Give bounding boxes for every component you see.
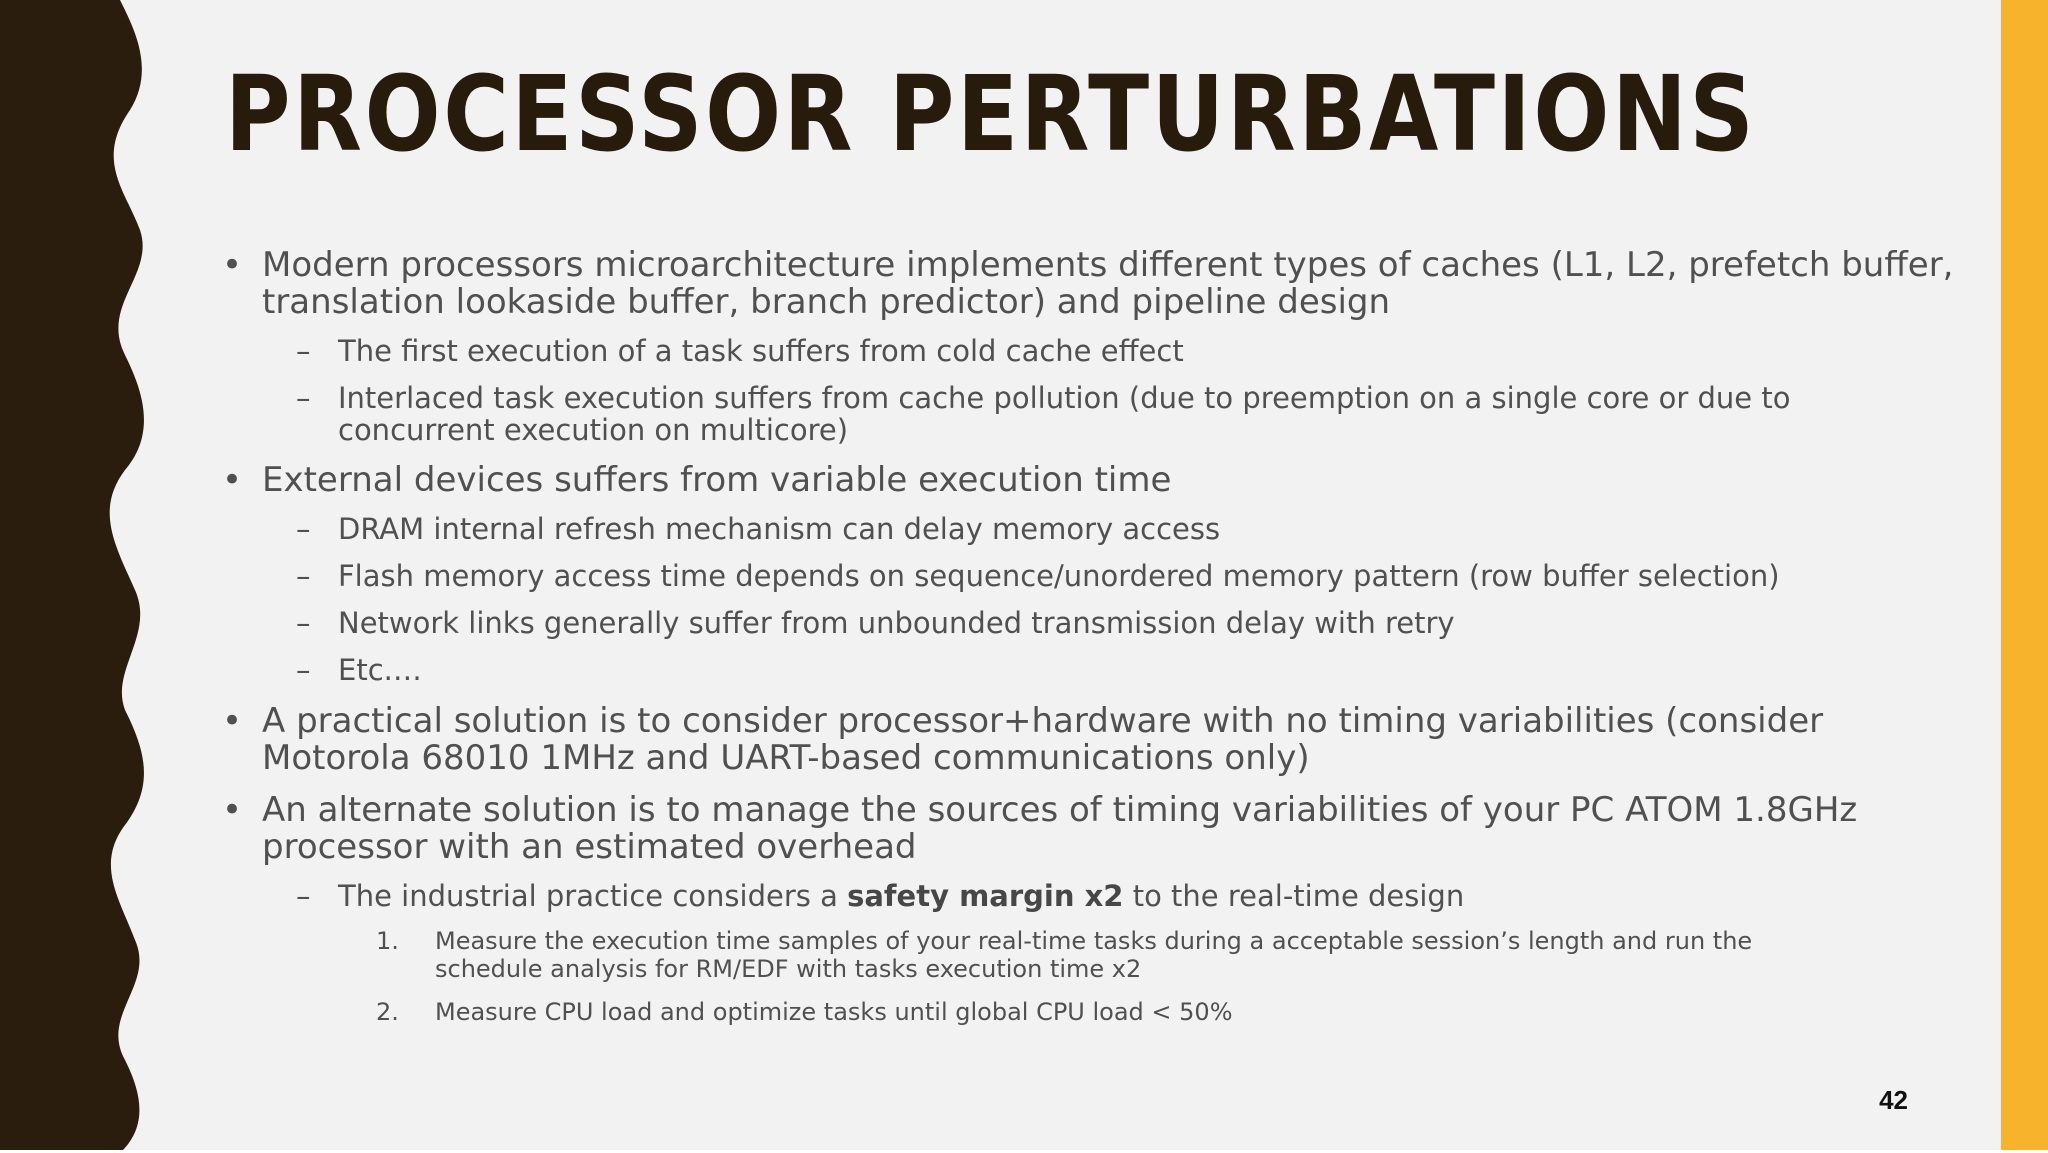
subitem-dash-marker: – [296,653,311,687]
numbered-marker: 2. [376,998,399,1026]
numbered-1-line-2: schedule analysis for RM/EDF with tasks execution time x2 [435,955,1142,983]
bullet-marker: • [222,460,243,500]
subitem-2-1-line-1: DRAM internal refresh mechanism can delay memory access [338,512,1221,546]
subitem-dash-marker: – [296,334,311,368]
subitem-1-2-line-1: Interlaced task execution suffers from cache pollution (due to preemption on a single core or due to [338,381,1791,415]
subitem-dash-marker: – [296,512,311,546]
subitem-1-2-line-2: concurrent execution on multicore) [338,413,849,447]
subitem-dash-marker: – [296,879,311,913]
subitem-dash-marker: – [296,381,311,415]
numbered-marker: 1. [376,927,399,955]
subitem-2-2-line-1: Flash memory access time depends on sequence/unordered memory pattern (row buffer selection) [338,559,1780,593]
subitem-2-3-line-1: Network links generally suffer from unbounded transmission delay with retry [338,606,1455,640]
bullet-1-line-2: translation lookaside buffer, branch predictor) and pipeline design [262,282,1391,322]
subitem-dash-marker: – [296,559,311,593]
bullet-2-line-1: External devices suffers from variable execution time [262,460,1172,500]
bullet-marker: • [222,701,243,741]
bullet-3-line-2: Motorola 68010 1MHz and UART-based communications only) [262,738,1310,778]
subitem-2-4-line-1: Etc.… [338,653,422,687]
subitem-dash-marker: – [296,606,311,640]
subitem-text-after: to the real-time design [1123,879,1465,913]
subitem-4-1-line-1 [338,880,1464,912]
bullet-marker: • [222,245,243,285]
bullet-4-line-2: processor with an estimated overhead [262,827,917,867]
subitem-1-1-line-1: The first execution of a task suffers from cold cache effect [338,334,1184,368]
bullet-1-line-1: Modern processors microarchitecture implements different types of caches (L1, L2, prefetch buffer, [262,245,1954,285]
safety-margin-emphasis: safety margin x2 [847,879,1124,913]
bullet-3-line-1: A practical solution is to consider processor+hardware with no timing variabilities (consider [262,701,1824,741]
bullet-4-line-1: An alternate solution is to manage the sources of timing variabilities of your PC ATOM 1.8GHz [262,790,1858,830]
page-number: 42 [1879,1085,1908,1115]
slide-title: PROCESSOR PERTURBATIONS [225,53,1757,175]
numbered-2-line-1: Measure CPU load and optimize tasks until global CPU load < 50% [435,998,1233,1026]
bullet-marker: • [222,790,243,830]
subitem-text-before: The industrial practice considers a [338,879,848,913]
numbered-1-line-1: Measure the execution time samples of your real-time tasks during a acceptable session’s length and run the [435,927,1753,955]
